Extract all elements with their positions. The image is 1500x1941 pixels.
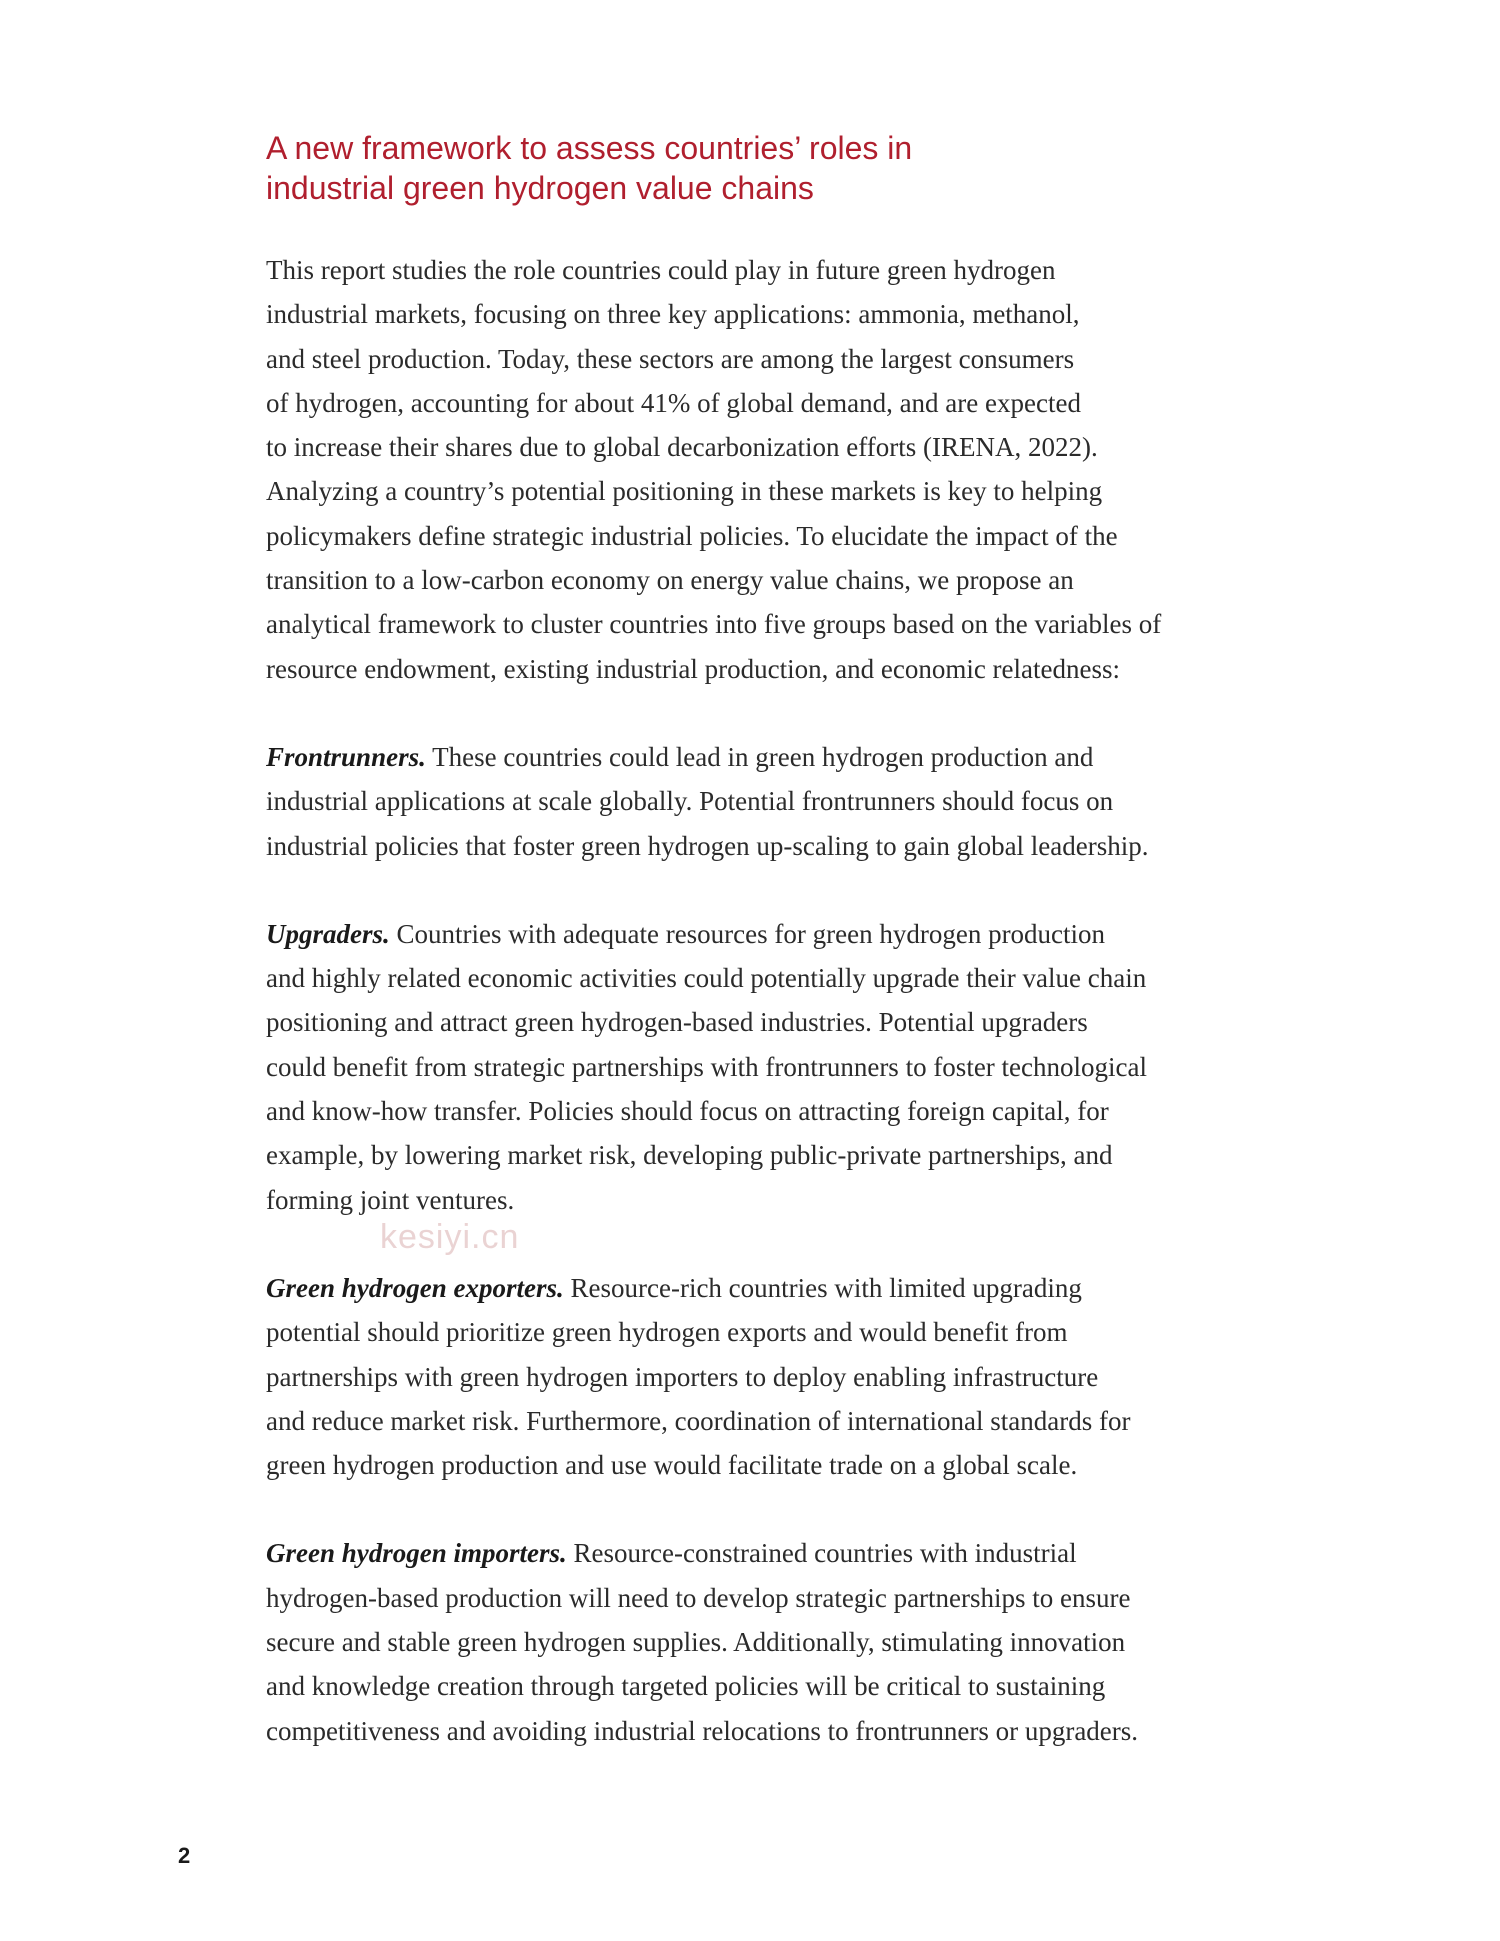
paragraph-text: Resource-rich countries with limited upgrading [563,1272,1082,1303]
upgraders-paragraph [266,912,1266,1222]
intro-line: This report studies the role countries could play in future green hydrogen [266,255,1056,285]
intro-line: transition to a low-carbon economy on energy value chains, we propose an [266,565,1074,596]
paragraph-line: industrial applications at scale globally. Potential frontrunners should focus on [266,786,1114,817]
paragraph-first-line [266,912,1266,956]
watermark-text: kesiyi.cn [380,1218,520,1256]
paragraph-line: secure and stable green hydrogen supplies. Additionally, stimulating innovation [266,1627,1126,1658]
intro-line: of hydrogen, accounting for about 41% of global demand, and are expected [266,387,1081,418]
importers-paragraph [266,1531,1266,1752]
section-title-line: industrial green hydrogen value chains [266,170,814,206]
group-term-importers: Green hydrogen importers. [266,1538,567,1569]
intro-line: resource endowment, existing industrial production, and economic relatedness: [266,653,1121,684]
exporters-paragraph [266,1266,1266,1487]
group-term-exporters: Green hydrogen exporters. [266,1272,564,1303]
paragraph-line: and knowledge creation through targeted policies will be critical to sustaining [266,1671,1106,1702]
paragraph-line: industrial policies that foster green hydrogen up-scaling to gain global leadership. [266,830,1149,861]
group-term-frontrunners: Frontrunners. [266,741,426,772]
intro-paragraph [266,248,1266,691]
paragraph-line: and highly related economic activities could potentially upgrade their value chain [266,963,1147,994]
paragraph-first-line [266,1266,1266,1310]
paragraph-text: These countries could lead in green hydrogen production and [425,741,1094,772]
intro-line: and steel production. Today, these sectors are among the largest consumers [266,343,1075,374]
frontrunners-paragraph [266,735,1266,868]
paragraph-text: Countries with adequate resources for green hydrogen production [389,918,1106,949]
paragraph-text: Resource-constrained countries with industrial [566,1538,1077,1569]
paragraph-line: positioning and attract green hydrogen-based industries. Potential upgraders [266,1007,1088,1038]
paragraph-line: partnerships with green hydrogen importers to deploy enabling infrastructure [266,1361,1099,1392]
paragraph-line: forming joint ventures. [266,1184,515,1215]
paragraph-line: hydrogen-based production will need to develop strategic partnerships to ensure [266,1582,1131,1613]
paragraph-line: competitiveness and avoiding industrial relocations to frontrunners or upgraders. [266,1715,1139,1746]
paragraph-line: green hydrogen production and use would facilitate trade on a global scale. [266,1450,1078,1481]
intro-line: policymakers define strategic industrial policies. To elucidate the impact of the [266,520,1118,551]
section-title-line: A new framework to assess countries’ roles in [266,130,913,166]
intro-line: to increase their shares due to global decarbonization efforts (IRENA, 2022). [266,432,1098,463]
paragraph-first-line [266,1531,1266,1575]
paragraph-line: and reduce market risk. Furthermore, coordination of international standards for [266,1405,1131,1436]
paragraph-line: potential should prioritize green hydrogen exports and would benefit from [266,1317,1068,1348]
intro-line: industrial markets, focusing on three key applications: ammonia, methanol, [266,299,1080,330]
intro-line: Analyzing a country’s potential positioning in these markets is key to helping [266,476,1103,507]
page-content [266,128,1266,1753]
paragraph-first-line [266,735,1266,779]
paragraph-line: could benefit from strategic partnerships with frontrunners to foster technological [266,1051,1147,1082]
paragraph-line: example, by lowering market risk, developing public-private partnerships, and [266,1140,1113,1171]
page-number: 2 [178,1843,191,1868]
group-term-upgraders: Upgraders. [266,918,390,949]
intro-line: analytical framework to cluster countries into five groups based on the variables of [266,609,1162,640]
paragraph-line: and know-how transfer. Policies should focus on attracting foreign capital, for [266,1096,1109,1127]
section-title [266,128,1266,208]
